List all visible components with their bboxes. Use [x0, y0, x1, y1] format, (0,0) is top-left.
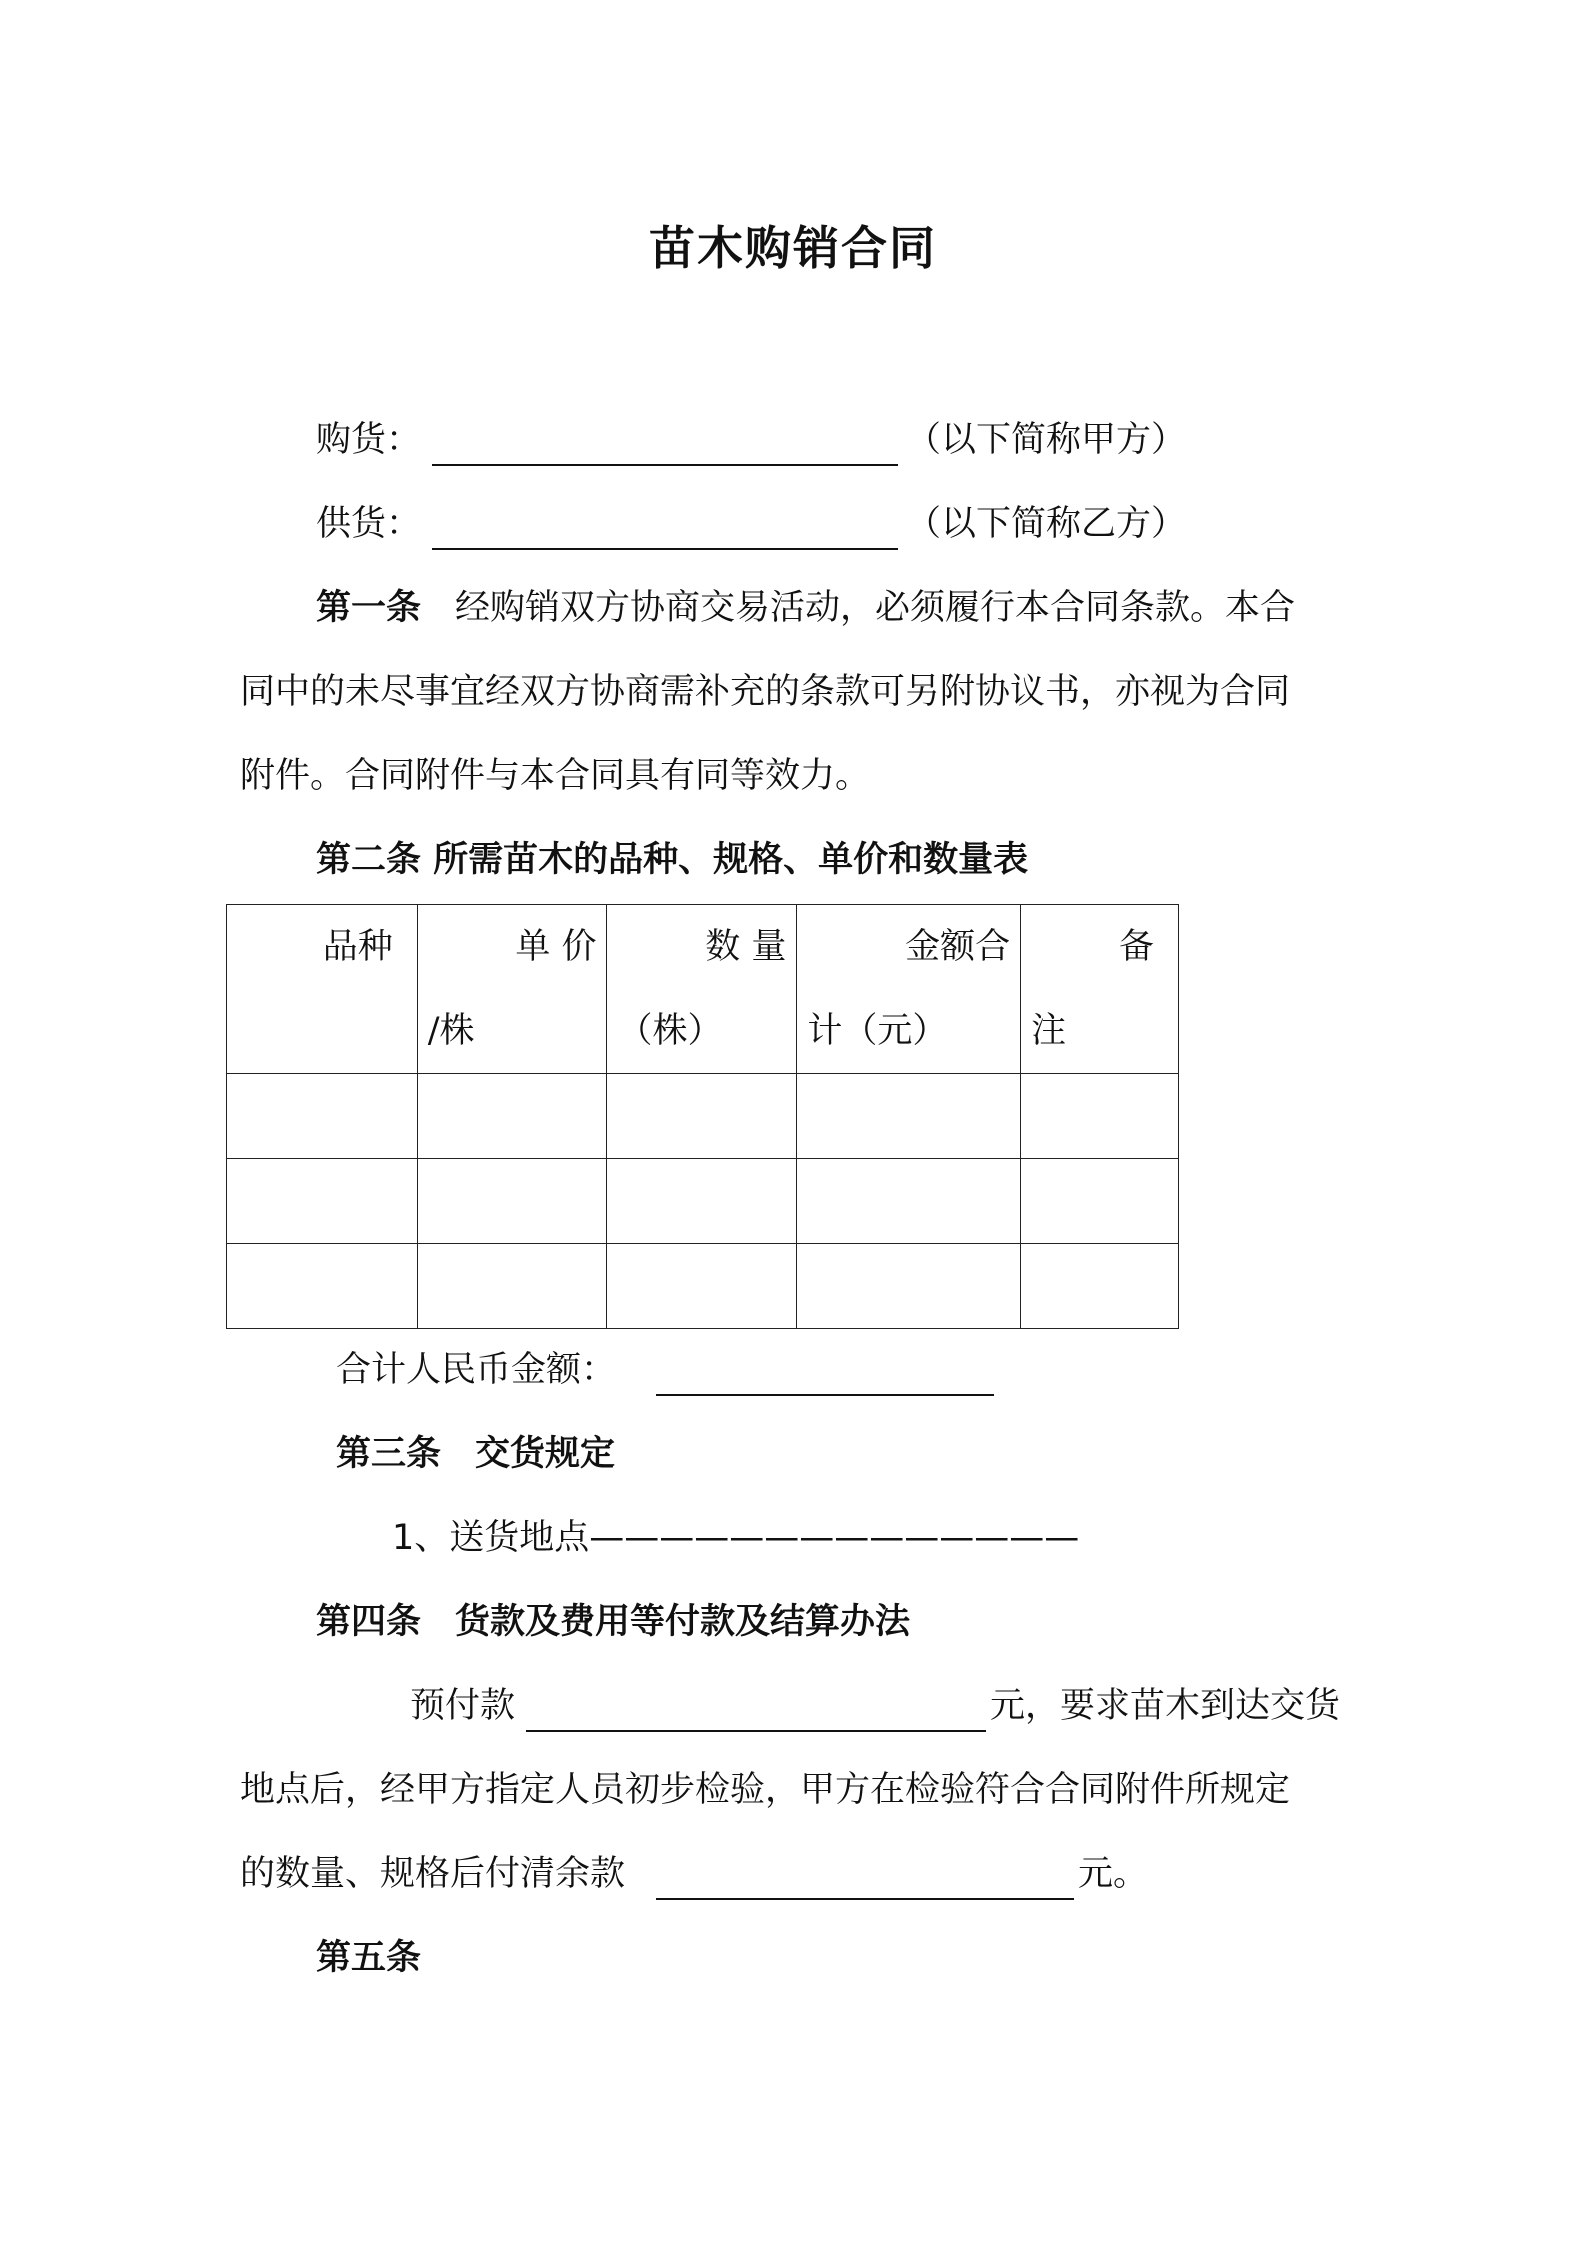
prepay-suffix: 元，要求苗木到达交货 [990, 1686, 1341, 1726]
article1-heading: 第一条 [316, 588, 422, 628]
table-cell[interactable] [797, 1159, 1021, 1244]
header-cell-quantity [607, 905, 797, 1074]
header-remarks-line1: 备 [1118, 927, 1154, 967]
table-cell[interactable] [607, 1244, 797, 1329]
article1-text1: 经购销双方协商交易活动，必须履行本合同条款。本合 [455, 588, 1296, 628]
article2-heading: 第二条 所需苗木的品种、规格、单价和数量表 [316, 840, 1029, 880]
article4-line3-suffix: 元。 [1078, 1854, 1149, 1894]
total-amount-field[interactable] [656, 1352, 994, 1396]
article4-line [316, 1594, 910, 1644]
table-cell[interactable] [797, 1244, 1021, 1329]
article3-title: 交货规定 [475, 1434, 616, 1474]
header-cell-remarks [1021, 905, 1179, 1074]
article3-heading: 第三条 [336, 1434, 442, 1474]
table-cell[interactable] [1021, 1244, 1179, 1329]
article5-heading: 第五条 [316, 1938, 422, 1978]
table-cell[interactable] [607, 1074, 797, 1159]
seller-row [316, 496, 421, 546]
table-cell[interactable] [1021, 1159, 1179, 1244]
header-qty-line1: 数 量 [705, 927, 787, 967]
buyer-field[interactable] [432, 422, 898, 466]
article1-line2: 同中的未尽事宜经双方协商需补充的条款可另附协议书，亦视为合同 [240, 672, 1291, 712]
table-cell[interactable] [227, 1244, 418, 1329]
table-cell[interactable] [227, 1159, 418, 1244]
total-amount-label: 合计人民币金额： [336, 1350, 617, 1390]
table-row [227, 1244, 1179, 1329]
article1-line3: 附件。合同附件与本合同具有同等效力。 [240, 756, 871, 796]
table-row [227, 1074, 1179, 1159]
seller-field[interactable] [432, 506, 898, 550]
prepay-field[interactable] [526, 1688, 986, 1732]
buyer-note: （以下简称甲方） [906, 420, 1187, 460]
header-variety-line1: 品种 [322, 927, 393, 967]
article4-heading: 第四条 [316, 1602, 422, 1642]
table-header-row [227, 905, 1179, 1074]
table-cell[interactable] [227, 1074, 418, 1159]
delivery-location: 1、送货地点—————————————— [392, 1518, 1080, 1558]
page-title: 苗木购销合同 [649, 221, 937, 275]
seller-label: 供货： [316, 504, 422, 544]
table-row [227, 1159, 1179, 1244]
header-qty-line2: （株） [617, 1011, 723, 1051]
table-cell[interactable] [417, 1244, 607, 1329]
table-cell[interactable] [797, 1074, 1021, 1159]
article4-line3-prefix: 的数量、规格后付清余款 [240, 1854, 626, 1894]
prepay-label: 预付款 [410, 1686, 516, 1726]
header-remarks-line2: 注 [1031, 1011, 1067, 1051]
table-cell[interactable] [417, 1159, 607, 1244]
seller-note: （以下简称乙方） [906, 504, 1187, 544]
header-amount-line2: 计（元） [807, 1011, 948, 1051]
article4-line2: 地点后，经甲方指定人员初步检验，甲方在检验符合合同附件所规定 [240, 1770, 1291, 1810]
buyer-label: 购货： [316, 420, 422, 460]
header-amount-line1: 金额合 [905, 927, 1011, 967]
table-cell[interactable] [1021, 1074, 1179, 1159]
article3-line [336, 1426, 615, 1476]
article4-title: 货款及费用等付款及结算办法 [455, 1602, 911, 1642]
header-price-line2: /株 [427, 1011, 475, 1051]
balance-field[interactable] [656, 1856, 1074, 1900]
buyer-row [316, 412, 421, 462]
table-cell[interactable] [607, 1159, 797, 1244]
table-cell[interactable] [417, 1074, 607, 1159]
header-cell-amount [797, 905, 1021, 1074]
spec-table [226, 904, 1179, 1329]
article1-line1 [316, 580, 1295, 630]
header-cell-variety [227, 905, 418, 1074]
header-cell-unit-price [417, 905, 607, 1074]
header-price-line1: 单 价 [515, 927, 597, 967]
